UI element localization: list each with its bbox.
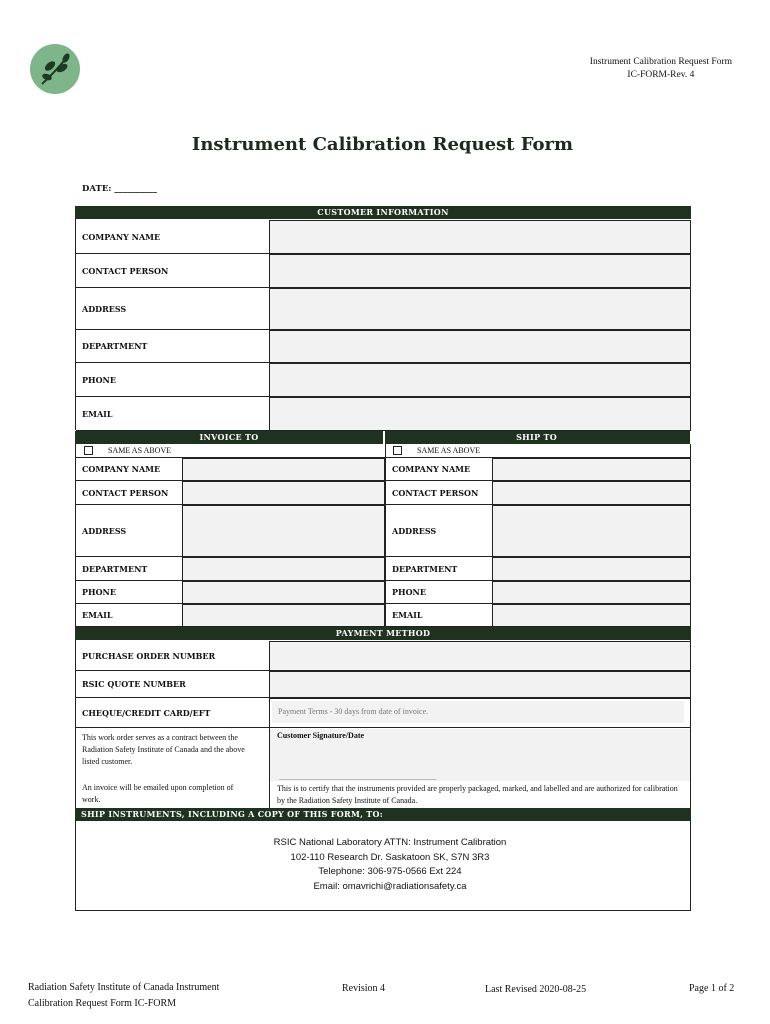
ship-label: DEPARTMENT: [386, 557, 492, 581]
customer-heading: CUSTOMER INFORMATION: [75, 206, 691, 219]
ship-company-field[interactable]: [492, 458, 691, 481]
ship-heading: [385, 431, 690, 444]
ship-label: ADDRESS: [386, 505, 492, 557]
shipping-address: [75, 836, 705, 894]
payment-heading: PAYMENT METHOD: [75, 627, 691, 640]
ship-label: CONTACT PERSON: [386, 481, 492, 505]
ship-label: EMAIL: [386, 604, 492, 627]
work-order-note: This work order serves as a contract between the Radiation Safety Institute of Canada and the above listed customer.: [82, 733, 245, 766]
shipping-heading: SHIP INSTRUMENTS, INCLUDING A COPY OF THIS FORM, TO:: [75, 808, 691, 821]
payment-terms-field[interactable]: Payment Terms - 30 days from date of invoice.: [272, 701, 684, 723]
header-form-name: Instrument Calibration Request Form: [589, 57, 732, 67]
shipping-email: Email: omavrichi@radiationsafety.ca: [313, 880, 467, 892]
po-label: PURCHASE ORDER NUMBER: [76, 641, 269, 671]
ship-address-field[interactable]: [492, 505, 691, 557]
customer-phone-field[interactable]: [269, 363, 691, 397]
footer-revision: Revision 4: [342, 983, 386, 994]
customer-department-field[interactable]: [269, 330, 691, 363]
po-field[interactable]: [269, 641, 691, 671]
cheque-label: CHEQUE/CREDIT CARD/EFT: [76, 698, 269, 728]
customer-label: COMPANY NAME: [76, 220, 269, 254]
logo: [30, 44, 80, 94]
ship-email-field[interactable]: [492, 604, 691, 627]
invoice-company-field[interactable]: [182, 458, 385, 481]
footer-org: [28, 980, 219, 1012]
customer-label: ADDRESS: [76, 288, 269, 330]
leaf-icon: [30, 44, 80, 94]
customer-company-field[interactable]: [269, 220, 691, 254]
footer-last-revised: Last Revised 2020-08-25: [485, 984, 587, 995]
invoice-label: EMAIL: [76, 604, 182, 627]
header-form-code: IC-FORM-Rev. 4: [627, 70, 695, 80]
customer-label: PHONE: [76, 363, 269, 397]
ship-label: COMPANY NAME: [386, 458, 492, 481]
certify-text: This is to certify that the instruments provided are properly packaged, marked, and labelled and are authorized for calibration by the Radiation Safety Institute of Canada.: [277, 784, 678, 805]
page-title: Instrument Calibration Request Form: [191, 134, 574, 155]
customer-label: DEPARTMENT: [76, 330, 269, 363]
ship-department-field[interactable]: [492, 557, 691, 581]
quote-label: RSIC QUOTE NUMBER: [76, 671, 269, 698]
shipping-line: Telephone: 306-975-0566 Ext 224: [318, 866, 462, 877]
invoice-label: CONTACT PERSON: [76, 481, 182, 505]
header-block: [590, 56, 732, 82]
customer-label: EMAIL: [76, 397, 269, 431]
invoice-label: PHONE: [76, 581, 182, 604]
invoice-same-checkbox[interactable]: [84, 446, 93, 455]
date-label: DATE: __________: [82, 184, 157, 194]
shipping-line: RSIC National Laboratory ATTN: Instrument Calibration: [273, 837, 507, 848]
invoice-department-field[interactable]: [182, 557, 385, 581]
invoice-email-field[interactable]: [182, 604, 385, 627]
customer-email-field[interactable]: [269, 397, 691, 431]
invoice-label: ADDRESS: [76, 505, 182, 557]
invoice-address-field[interactable]: [182, 505, 385, 557]
ship-same-checkbox[interactable]: [393, 446, 402, 455]
invoice-phone-field[interactable]: [182, 581, 385, 604]
footer-org-line: Calibration Request Form IC-FORM: [28, 998, 177, 1009]
ship-phone-field[interactable]: [492, 581, 691, 604]
footer-org-line: Radiation Safety Institute of Canada Instrument: [28, 982, 220, 993]
invoice-label: DEPARTMENT: [76, 557, 182, 581]
ship-contact-field[interactable]: [492, 481, 691, 505]
invoice-contact-field[interactable]: [182, 481, 385, 505]
invoice-note: An invoice will be emailed upon completion of work.: [82, 783, 234, 804]
customer-address-field[interactable]: [269, 288, 691, 330]
invoice-label: COMPANY NAME: [76, 458, 182, 481]
invoice-same-label: SAME AS ABOVE: [108, 446, 172, 455]
signature-line: _____________________________________________: [279, 773, 437, 781]
cheque-cell: [269, 698, 691, 728]
quote-field[interactable]: [269, 671, 691, 698]
shipping-line: 102-110 Research Dr. Saskatoon SK, S7N 3R3: [290, 851, 490, 863]
invoice-heading: INVOICE TO: [75, 431, 383, 444]
customer-contact-field[interactable]: [269, 254, 691, 288]
customer-label: CONTACT PERSON: [76, 254, 269, 288]
signature-label: Customer Signature/Date: [277, 731, 365, 740]
footer-page-number: Page 1 of 2: [689, 983, 735, 994]
ship-label: PHONE: [386, 581, 492, 604]
ship-heading-text: SHIP TO: [516, 432, 557, 442]
ship-same-label: SAME AS ABOVE: [417, 446, 481, 455]
